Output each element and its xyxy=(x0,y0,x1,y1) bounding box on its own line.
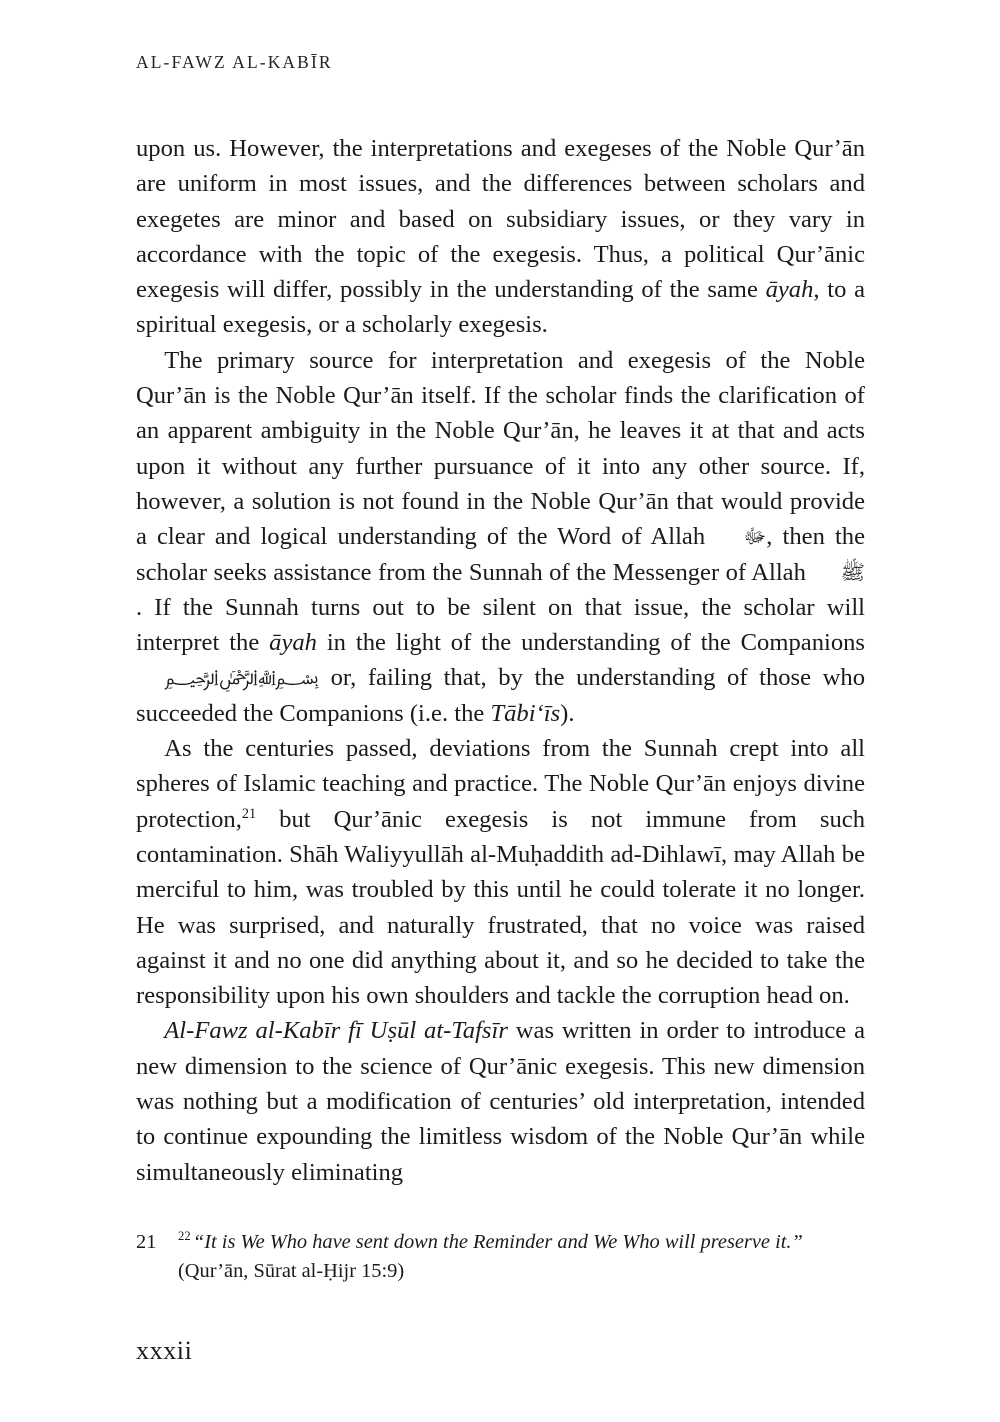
footnote-item xyxy=(136,1228,881,1286)
footnote-marker: 22 xyxy=(178,1228,191,1243)
footnote-reference[interactable]: 21 xyxy=(241,805,257,822)
page-number: xxxii xyxy=(136,1336,193,1365)
paragraph-1: upon us. However, the interpretations and exegeses of the Noble Qur’ān are uniform in most issues, and the differences between scholars and exegetes are minor and based on subsidiary issues, or they vary in accordance with the topic of the exegesis. Thus, a political Qur’ānic exegesis will differ, possibly in the understanding of the same āyah, to a spiritual exegesis, or a scholarly exegesis. xyxy=(136,135,866,339)
body-text-block xyxy=(136,131,865,1190)
paragraph-3: As the centuries passed, deviations from the Sunnah crept into all spheres of Islamic teaching and practice. The Noble Qur’ān enjoys divine protection,$^{21}$ but Qur’ānic exegesis is not immune from such contamination. Shāh Waliyyullāh al-Muḥaddith ad-Dihlawī, may Allah be merciful to him, was troubled by this until he could tolerate it no longer. He was surprised, and naturally frustrated, that no voice was raised against it and no one did anything about it, and so he decided to take the responsibility upon his own shoulders and tackle the corruption head on. xyxy=(136,735,865,1010)
footnote-block xyxy=(136,1228,881,1286)
italic-run: Tābi‘īs xyxy=(490,699,561,727)
footnote-number: 21 xyxy=(136,1231,157,1253)
running-head: AL-FAWZ AL-KABĪR xyxy=(136,52,333,72)
italic-run: Al-Fawz al-Kabīr fī Uṣūl at-Tafsīr xyxy=(164,1017,508,1045)
paragraph-2: The primary source for interpretation and exegesis of the Noble Qur’ān is the Noble Qur’ān itself. If the scholar finds the clarification of an apparent ambiguity in the Noble Qur’ān, he leaves it at that and acts upon it without any further pursuance of it into any other source. If, however, a solution is not found in the Noble Qur’ān that would provide a clear and logical understanding of the Word of Allah ﷻ, then the scholar seeks assistance from the Sunnah of the Messenger of Allah ﷺ. If the Sunnah turns out to be silent on that issue, the scholar will interpret the āyah in the light of the understanding of the Companions ﷽ or, failing that, by the understanding of those who succeeded the Companions (i.e. the Tābi‘īs). xyxy=(136,346,865,727)
paragraph-4: Al-Fawz al-Kabīr fī Uṣūl at-Tafsīr was written in order to introduce a new dimension to the science of Qur’ānic exegesis. This new dimension was nothing but a modification of centuries’ old interpretation, intended to continue expounding the limitless wisdom of the Noble Qur’ān while simultaneously eliminating xyxy=(136,1017,865,1186)
footnote-quote: “It is We Who have sent down the Reminder and We Who will preserve it.” xyxy=(192,1231,803,1253)
italic-run: āyah xyxy=(765,276,814,304)
footnote-text xyxy=(178,1228,881,1286)
footnote-source: (Qur’ān, Sūrat al-Ḥijr 15:9) xyxy=(178,1260,405,1282)
italic-run: āyah xyxy=(269,629,317,657)
